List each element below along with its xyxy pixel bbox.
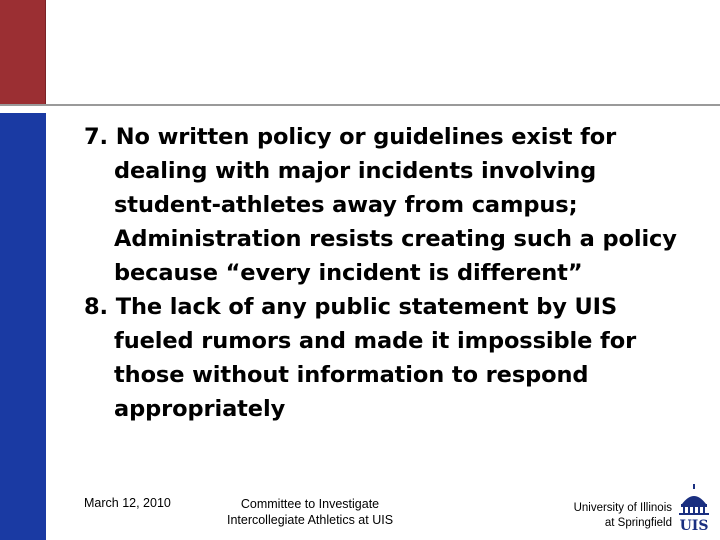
footer-date: March 12, 2010 [84, 496, 171, 510]
footer-committee [210, 496, 410, 528]
item-text: The lack of any public statement by UIS fueled rumors and made it impossible for those without information to respond appropriately [114, 294, 637, 422]
decorative-red-bar [0, 0, 46, 104]
logo-text: UIS [679, 518, 709, 534]
uis-logo-icon [674, 484, 714, 534]
university-line-2: at Springfield [604, 517, 672, 529]
horizontal-rule [0, 104, 720, 106]
item-number: 7. [84, 124, 109, 150]
decorative-blue-bar [0, 113, 46, 540]
list-item-7 [84, 120, 684, 290]
committee-line-1: Committee to Investigate [240, 497, 380, 511]
item-text: No written policy or guidelines exist for dealing with major incidents involving student-athletes away from campus; Administration resists creating such a policy because “every incident is different” [114, 124, 677, 286]
list-item-8 [84, 290, 684, 426]
item-number: 8. [84, 294, 109, 320]
footer-university [548, 501, 672, 531]
slide-body [84, 120, 684, 426]
university-line-1: University of Illinois [573, 502, 672, 514]
committee-line-2: Intercollegiate Athletics at UIS [226, 513, 394, 527]
